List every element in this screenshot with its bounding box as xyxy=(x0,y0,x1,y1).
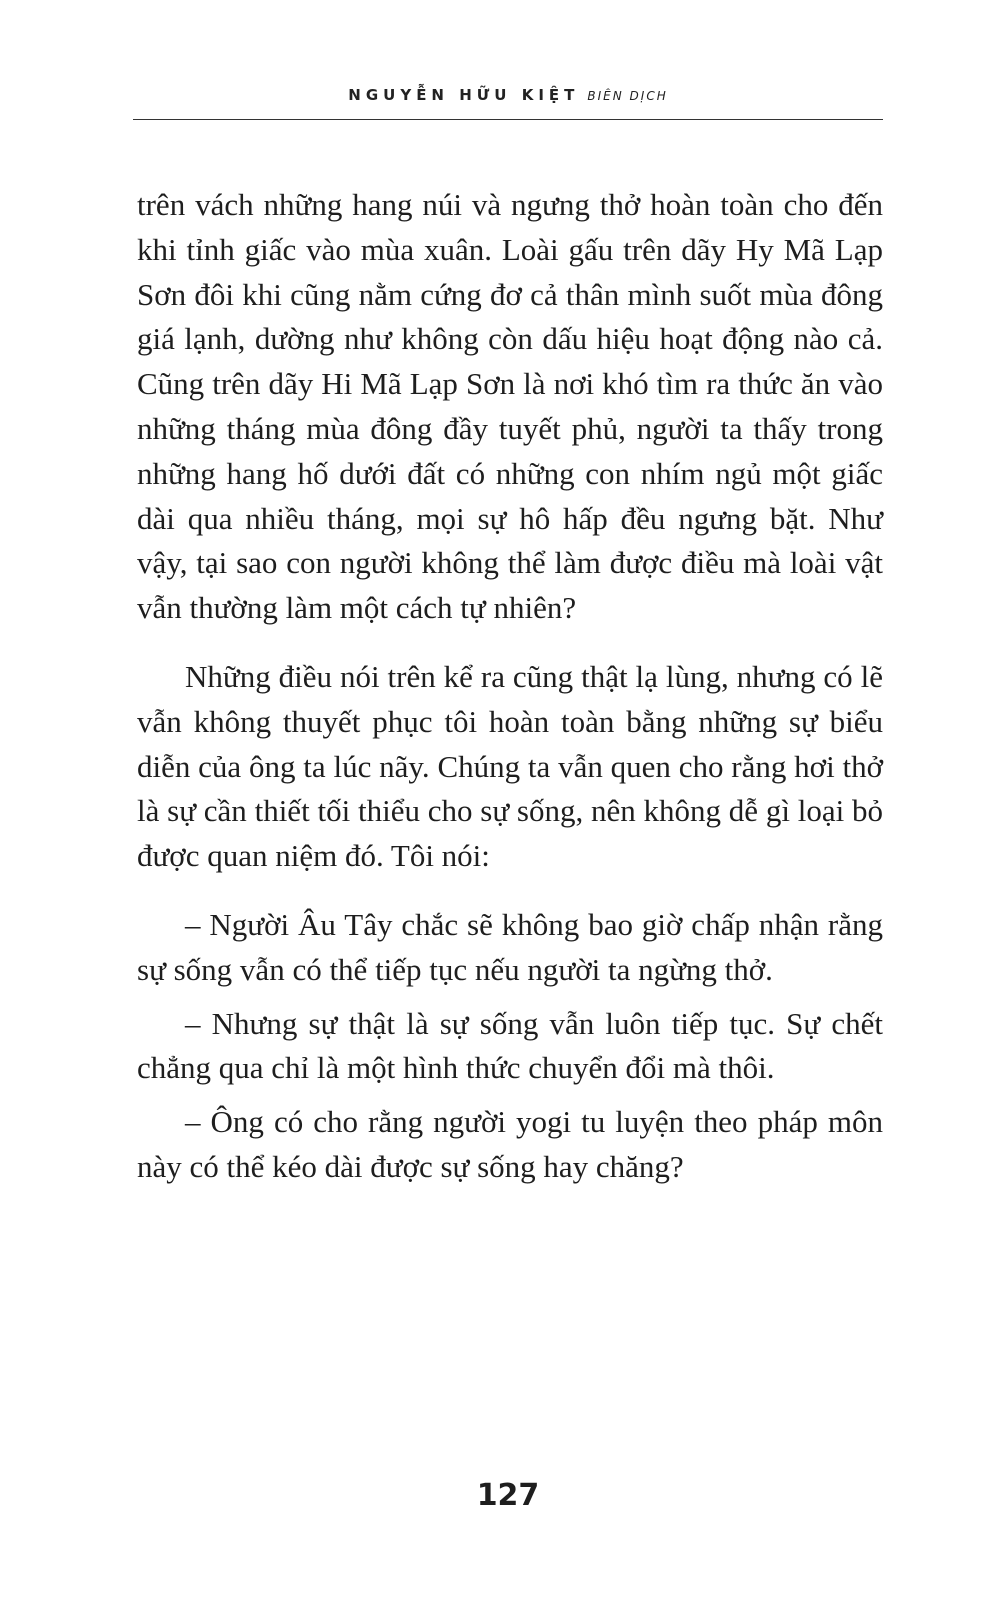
paragraph: trên vách những hang núi và ngưng thở hoàn toàn cho đến khi tỉnh giấc vào mùa xuân. Loài gấu trên dãy Hy Mã Lạp Sơn đôi khi cũng nằm cứng đơ cả thân mình suốt mùa đông giá lạnh, dường như không còn dấu hiệu hoạt động nào cả. Cũng trên dãy Hi Mã Lạp Sơn là nơi khó tìm ra thức ăn vào những tháng mùa đông đầy tuyết phủ, người ta thấy trong những hang hố dưới đất có những con nhím ngủ một giấc dài qua nhiều tháng, mọi sự hô hấp đều ngưng bặt. Như vậy, tại sao con người không thể làm được điều mà loài vật vẫn thường làm một cách tự nhiên? xyxy=(137,187,883,626)
body-text xyxy=(137,183,883,1190)
running-header xyxy=(133,86,883,104)
header-author: NGUYỄN HỮU KIỆT xyxy=(348,86,580,104)
dialogue-paragraph: – Người Âu Tây chắc sẽ không bao giờ chấp nhận rằng sự sống vẫn có thể tiếp tục nếu người ta ngừng thở. xyxy=(137,906,883,987)
paragraph: Những điều nói trên kể ra cũng thật lạ lùng, nhưng có lẽ vẫn không thuyết phục tôi hoàn toàn bằng những sự biểu diễn của ông ta lúc nãy. Chúng ta vẫn quen cho rằng hơi thở là sự cần thiết tối thiểu cho sự sống, nên không dễ gì loại bỏ được quan niệm đó. Tôi nói: xyxy=(137,658,883,874)
dialogue-paragraph: – Ông có cho rằng người yogi tu luyện theo pháp môn này có thể kéo dài được sự sống hay chăng? xyxy=(137,1104,883,1184)
page-number: 127 xyxy=(476,1478,540,1513)
header-rule xyxy=(133,119,883,120)
header-role: BIÊN DỊCH xyxy=(587,89,668,103)
dialogue-paragraph: – Nhưng sự thật là sự sống vẫn luôn tiếp tục. Sự chết chẳng qua chỉ là một hình thức chuyển đổi mà thôi. xyxy=(137,1005,883,1086)
